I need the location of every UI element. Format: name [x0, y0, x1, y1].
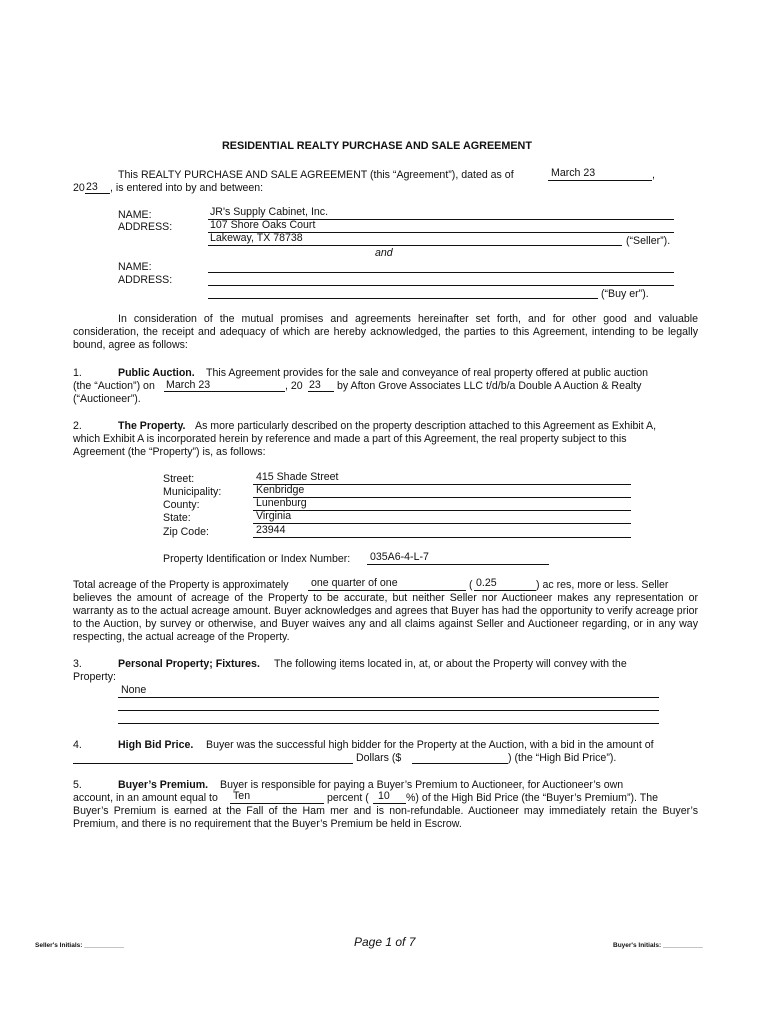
section4-text-a: Buyer was the successful high bidder for the Property at the Auction, with a bid in the amount of	[206, 739, 654, 751]
buyer-initials[interactable]: Buyer's Initials: ___________	[613, 942, 703, 949]
seller-address1-field[interactable]: 107 Shore Oaks Court	[210, 219, 316, 231]
acreage-paren-open: (	[469, 579, 473, 591]
section1-heading: Public Auction.	[118, 367, 195, 379]
buyer-role: (“Buy er”).	[601, 288, 649, 300]
zip-label: Zip Code:	[163, 526, 209, 538]
premium-words-field[interactable]: Ten	[233, 790, 251, 802]
section5-text-b: account, in an amount equal to	[73, 792, 218, 804]
acreage-words-field[interactable]: one quarter of one	[311, 577, 398, 589]
zip-field[interactable]: 23944	[256, 524, 286, 536]
high-bid-words-underline[interactable]	[73, 751, 353, 764]
consideration-paragraph: In consideration of the mutual promises and agreements hereinafter set forth, and for other good and valuable consideration, the receipt and adequacy of which are hereby acknowledged, the parties to this Agreement, intending to be legally bound, agree as follows:	[73, 313, 698, 351]
section1-text-c: by Afton Grove Associates LLC t/d/b/a Double A Auction & Realty	[337, 380, 642, 392]
section5-paragraph: Buyer’s Premium is earned at the Fall of the Ham mer and is non-refundable. Auctioneer may immediately retain the Buyer’s Premium, and there is no requirement that the Buyer’s Premium be held in Escrow.	[73, 805, 698, 830]
street-label: Street:	[163, 473, 195, 485]
seller-name-label: NAME:	[118, 209, 152, 221]
state-field[interactable]: Virginia	[256, 510, 292, 522]
section2-text-b: which Exhibit A is incorporated herein by reference and made a part of this Agreement, the real property subject to this	[73, 433, 627, 445]
section3-line1	[118, 685, 659, 698]
section1-text-a: This Agreement provides for the sale and conveyance of real property offered at public auction	[206, 367, 649, 379]
seller-initials[interactable]: Seller's Initials: ___________	[35, 942, 124, 949]
acreage-text-b: ) ac res, more or less. Seller	[536, 579, 669, 591]
section5-number: 5.	[73, 779, 82, 791]
section4-text-b: Dollars ($	[356, 752, 402, 764]
section1-text-b: (the “Auction”) on	[73, 380, 155, 392]
buyer-address2-underline[interactable]	[208, 286, 598, 299]
intro-line1-end: ,	[652, 169, 655, 181]
section1-year-prefix: , 20	[285, 380, 303, 392]
pin-label: Property Identification or Index Number:	[163, 553, 351, 565]
section1-year-field[interactable]: 23	[309, 379, 321, 391]
and-text: and	[375, 247, 393, 259]
section2-heading: The Property.	[118, 420, 186, 432]
intro-line2-end: , is entered into by and between:	[110, 182, 264, 194]
section2-text-a: As more particularly described on the property description attached to this Agreement as Exhibit A,	[195, 420, 657, 432]
buyer-name-label: NAME:	[118, 261, 152, 273]
premium-number-field[interactable]: 10	[378, 790, 390, 802]
section3-line2[interactable]	[118, 698, 659, 711]
section5-heading: Buyer’s Premium.	[118, 779, 209, 791]
section3-line3[interactable]	[118, 711, 659, 724]
page-number: Page 1 of 7	[354, 935, 416, 949]
pin-field[interactable]: 035A6-4-L-7	[370, 551, 429, 563]
section3-heading: Personal Property; Fixtures.	[118, 658, 260, 670]
intro-year-prefix: 20	[73, 182, 85, 194]
section3-value-field[interactable]: None	[121, 684, 147, 696]
buyer-address-label: ADDRESS:	[118, 274, 173, 286]
seller-role: (“Seller”).	[626, 235, 671, 247]
municipality-underline	[253, 485, 631, 498]
acreage-number-field[interactable]: 0.25	[476, 577, 497, 589]
section3-number: 3.	[73, 658, 82, 670]
county-field[interactable]: Lunenburg	[256, 497, 307, 509]
document-title: RESIDENTIAL REALTY PURCHASE AND SALE AGREEMENT	[222, 140, 532, 152]
section1-date-field[interactable]: March 23	[166, 379, 211, 391]
intro-line1: This REALTY PURCHASE AND SALE AGREEMENT (this “Agreement”), dated as of	[118, 169, 514, 181]
section1-number: 1.	[73, 367, 82, 379]
section4-text-c: ) (the “High Bid Price”).	[508, 752, 617, 764]
section4-heading: High Bid Price.	[118, 739, 194, 751]
county-label: County:	[163, 499, 200, 511]
county-underline	[253, 498, 631, 511]
section1-text-d: (“Auctioneer”).	[73, 393, 141, 405]
state-label: State:	[163, 512, 191, 524]
acreage-paragraph: believes the amount of acreage of the Property to be accurate, but neither Seller nor Auctioneer makes any representation or warranty as to the actual acreage amount. Buyer acknowledges and agrees that Buyer has had the opportunity to verify acreage prior to the Auction, by survey or otherwise, and Buyer waives any and all claims against Seller and Auctioneer regarding, or in any way respecting, the actual acreage of the Property.	[73, 592, 698, 643]
seller-address2-field[interactable]: Lakeway, TX 78738	[210, 232, 303, 244]
section3-text-b: Property:	[73, 671, 116, 683]
buyer-address1-underline[interactable]	[208, 273, 674, 286]
state-underline	[253, 511, 631, 524]
acreage-text-a: Total acreage of the Property is approximately	[73, 579, 289, 591]
intro-date-field[interactable]: March 23	[551, 167, 596, 179]
section2-number: 2.	[73, 420, 82, 432]
buyer-name-underline[interactable]	[208, 260, 674, 273]
seller-address-label: ADDRESS:	[118, 221, 173, 233]
section5-text-a: Buyer is responsible for paying a Buyer’s Premium to Auctioneer, for Auctioneer’s own	[220, 779, 624, 791]
intro-year-field[interactable]: 23	[86, 181, 98, 193]
section4-number: 4.	[73, 739, 82, 751]
section2-text-c: Agreement (the “Property”) is, as follows:	[73, 446, 266, 458]
municipality-field[interactable]: Kenbridge	[256, 484, 305, 496]
section3-text-a: The following items located in, at, or about the Property will convey with the	[274, 658, 627, 670]
municipality-label: Municipality:	[163, 486, 222, 498]
section5-text-c: percent (	[327, 792, 369, 804]
street-field[interactable]: 415 Shade Street	[256, 471, 339, 483]
zip-underline	[253, 525, 631, 538]
seller-name-field[interactable]: JR's Supply Cabinet, Inc.	[210, 206, 329, 218]
section5-text-d: %) of the High Bid Price (the “Buyer’s Premium”). The	[406, 792, 658, 804]
high-bid-number-underline[interactable]	[412, 751, 508, 764]
